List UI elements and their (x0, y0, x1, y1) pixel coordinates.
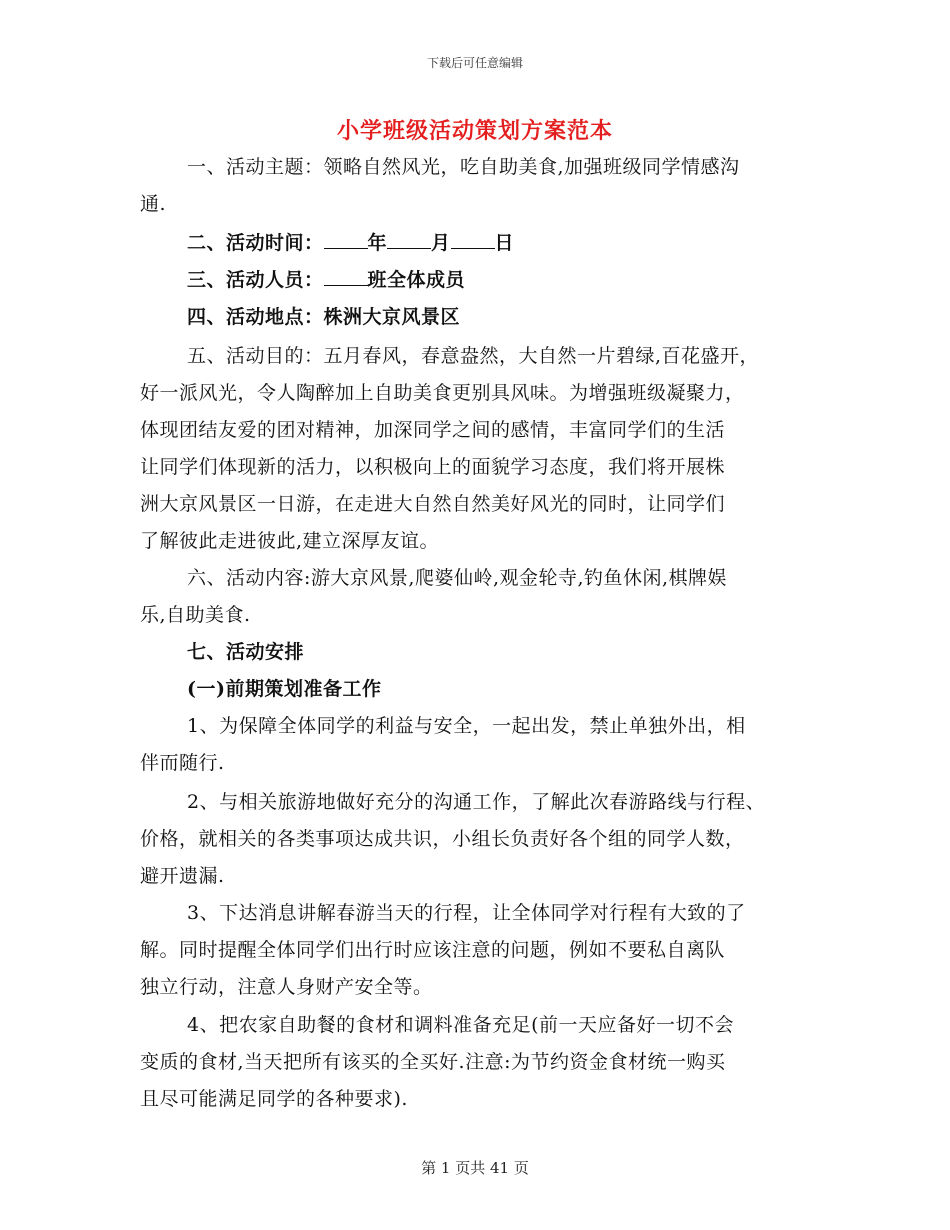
section-time (140, 225, 815, 262)
text-line: 且尽可能满足同学的各种要求). (140, 1088, 408, 1110)
day-blank (451, 228, 495, 249)
text-line: 价格，就相关的各类事项达成共识，小组长负责好各个组的同学人数， (140, 828, 745, 850)
text-line: 避开遗漏. (140, 865, 225, 887)
text-line: 2、与相关旅游地做好充分的沟通工作，了解此次春游路线与行程、 (187, 791, 766, 813)
section-theme (140, 149, 815, 223)
section-content (140, 560, 815, 634)
text-line: 让同学们体现新的活力，以积极向上的面貌学习态度，我们将开展株 (140, 456, 726, 478)
text-line: 七、活动安排 (187, 641, 305, 663)
text-line (140, 225, 815, 262)
time-label: 二、活动时间： (187, 232, 324, 254)
text-line: 体现团结友爱的团对精神，加深同学之间的感情，丰富同学们的生活 (140, 419, 726, 441)
section-location (140, 299, 815, 336)
year-label: 年 (367, 232, 388, 254)
text-line: 洲大京风景区一日游，在走进大自然自然美好风光的同时，让同学们 (140, 493, 726, 515)
text-line: 好一派风光，令人陶醉加上自助美食更别具风味。为增强班级凝聚力， (140, 382, 745, 404)
month-label: 月 (431, 232, 451, 254)
day-label: 日 (494, 232, 515, 254)
month-blank (387, 228, 431, 249)
section-purpose (140, 338, 815, 560)
item-4 (140, 1007, 815, 1118)
people-rest: 班全体成员 (367, 269, 466, 291)
text-line: 1、为保障全体同学的利益与安全，一起出发，禁止单独外出，相 (187, 715, 746, 737)
text-line: 解。同时提醒全体同学们出行时应该注意的问题，例如不要私自离队 (140, 939, 726, 961)
section-people (140, 262, 815, 299)
text-line: 五、活动目的：五月春风，春意盎然，大自然一片碧绿,百花盛开， (187, 345, 760, 367)
item-3 (140, 895, 815, 1006)
year-blank (324, 228, 368, 249)
page-footer: 第 1 页共 41 页 (421, 1159, 529, 1177)
document-title: 小学班级活动策划方案范本 (336, 118, 613, 144)
text-line: 通. (140, 193, 167, 215)
item-2 (140, 784, 815, 895)
text-line: 了解彼此走进彼此,建立深厚友谊。 (140, 530, 440, 552)
text-line: 4、把农家自助餐的食材和调料准备充足(前一天应备好一切不会 (187, 1014, 735, 1036)
text-line: 乐,自助美食. (140, 604, 251, 626)
text-line: 伴而随行. (140, 752, 225, 774)
page-header: 下载后可任意编辑 (426, 56, 523, 70)
people-label: 三、活动人员： (187, 269, 324, 291)
text-line: 独立行动，注意人身财产安全等。 (140, 976, 433, 998)
section-arrangement (140, 634, 815, 671)
item-1 (140, 708, 815, 782)
class-blank (324, 265, 368, 286)
text-line (140, 262, 815, 299)
text-line: 一、活动主题：领略自然风光，吃自助美食,加强班级同学情感沟 (187, 156, 740, 178)
text-line: 变质的食材,当天把所有该买的全买好.注意:为节约资金食材统一购买 (140, 1051, 726, 1073)
text-line: (一)前期策划准备工作 (187, 678, 382, 700)
text-line: 3、下达消息讲解春游当天的行程，让全体同学对行程有大致的了 (187, 902, 746, 924)
text-line: 四、活动地点：株洲大京风景区 (187, 306, 461, 328)
subsection-preparation (140, 671, 815, 708)
text-line: 六、活动内容:游大京风景,爬婆仙岭,观金轮寺,钓鱼休闲,棋牌娱 (187, 567, 728, 589)
